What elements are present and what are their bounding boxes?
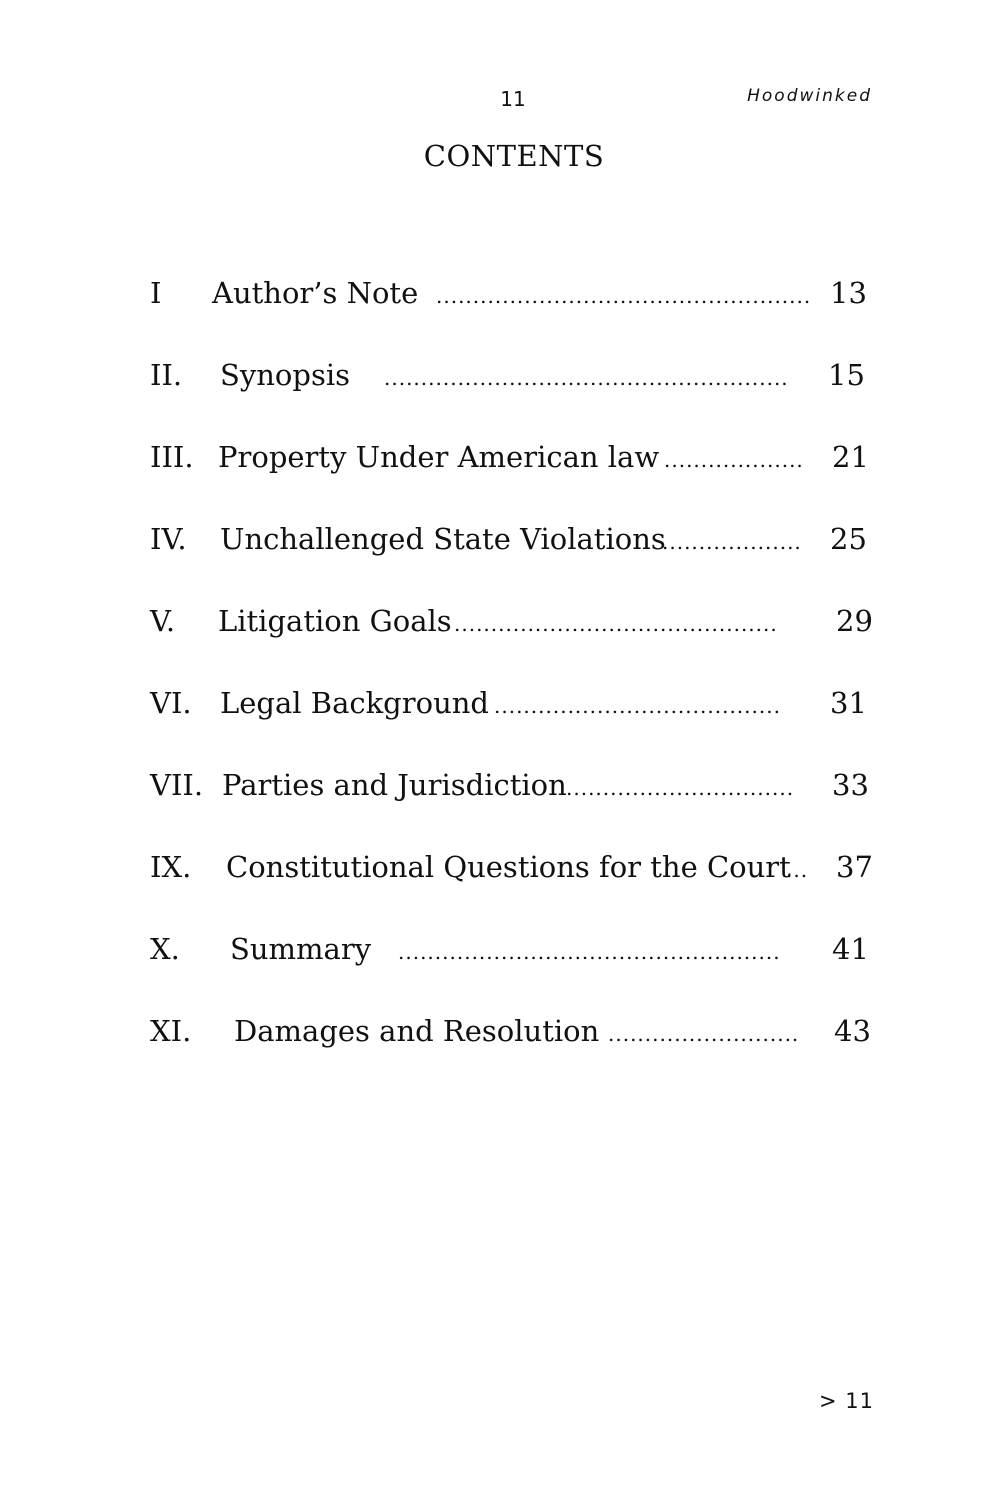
toc-entry-number: II.	[150, 358, 183, 392]
toc-entry-number: VI.	[150, 686, 192, 720]
toc-entry-leader: ...................	[662, 530, 802, 554]
toc-entry-number: III.	[150, 440, 194, 474]
toc-entry-leader: .......................................	[494, 694, 781, 718]
toc-entry-synopsis[interactable]	[150, 352, 880, 434]
toc-entry-page: 29	[836, 604, 873, 638]
toc-entry-leader: .......................................................	[384, 366, 789, 390]
toc-entry-damages-and-resolution[interactable]	[150, 1008, 880, 1090]
toc-entry-leader: ............................................	[454, 612, 778, 636]
running-head-book-title: Hoodwinked	[747, 86, 872, 106]
toc-entry-title: Damages and Resolution	[234, 1008, 607, 1054]
toc-entry-summary[interactable]	[150, 926, 880, 1008]
toc-entry-page: 25	[830, 522, 867, 556]
header-page-number: 11	[500, 87, 526, 111]
toc-entry-number: X.	[150, 932, 180, 966]
footer-page-marker: > 11	[819, 1389, 874, 1413]
toc-entry-leader: ...................	[664, 448, 804, 472]
toc-entry-title: Unchallenged State Violations	[220, 516, 674, 562]
toc-entry-page: 15	[828, 358, 865, 392]
toc-entry-page: 41	[832, 932, 869, 966]
toc-entry-number: V.	[150, 604, 176, 638]
toc-entry-number: XI.	[150, 1014, 192, 1048]
toc-entry-page: 13	[830, 276, 867, 310]
toc-entry-title: Legal Background	[220, 680, 497, 726]
toc-entry-leader: ....................................................	[398, 940, 781, 964]
toc-entry-number: IX.	[150, 850, 192, 884]
toc-entry-parties-and-jurisdiction[interactable]	[150, 762, 880, 844]
toc-entry-title: Author’s Note	[212, 270, 426, 316]
toc-entry-title: Constitutional Questions for the Court	[226, 844, 799, 890]
toc-entry-title: Litigation Goals	[218, 598, 460, 644]
toc-entry-page: 21	[832, 440, 869, 474]
toc-entry-unchallenged-state-violations[interactable]	[150, 516, 880, 598]
toc-entry-leader: ...	[786, 858, 809, 882]
toc-entry-title: Property Under American law	[218, 434, 667, 480]
toc-entry-legal-background[interactable]	[150, 680, 880, 762]
toc-entry-authors-note[interactable]	[150, 270, 880, 352]
toc-entry-number: IV.	[150, 522, 187, 556]
toc-entry-number: I	[150, 276, 162, 310]
table-of-contents	[150, 270, 880, 1090]
contents-heading: CONTENTS	[423, 139, 605, 173]
toc-entry-page: 31	[830, 686, 867, 720]
toc-entry-title: Parties and Jurisdiction	[222, 762, 575, 808]
toc-entry-property-under-american-law[interactable]	[150, 434, 880, 516]
toc-entry-leader: ..........................	[608, 1022, 800, 1046]
toc-entry-leader: ...................................................	[436, 284, 812, 308]
toc-entry-title: Synopsis	[220, 352, 358, 398]
toc-entry-litigation-goals[interactable]	[150, 598, 880, 680]
toc-entry-page: 33	[832, 768, 869, 802]
toc-entry-page: 43	[834, 1014, 871, 1048]
toc-entry-constitutional-questions-for-the-court[interactable]	[150, 844, 880, 926]
toc-entry-title: Summary	[230, 926, 379, 972]
toc-entry-number: VII.	[150, 768, 204, 802]
toc-entry-page: 37	[836, 850, 873, 884]
toc-entry-leader: ...............................	[566, 776, 795, 800]
